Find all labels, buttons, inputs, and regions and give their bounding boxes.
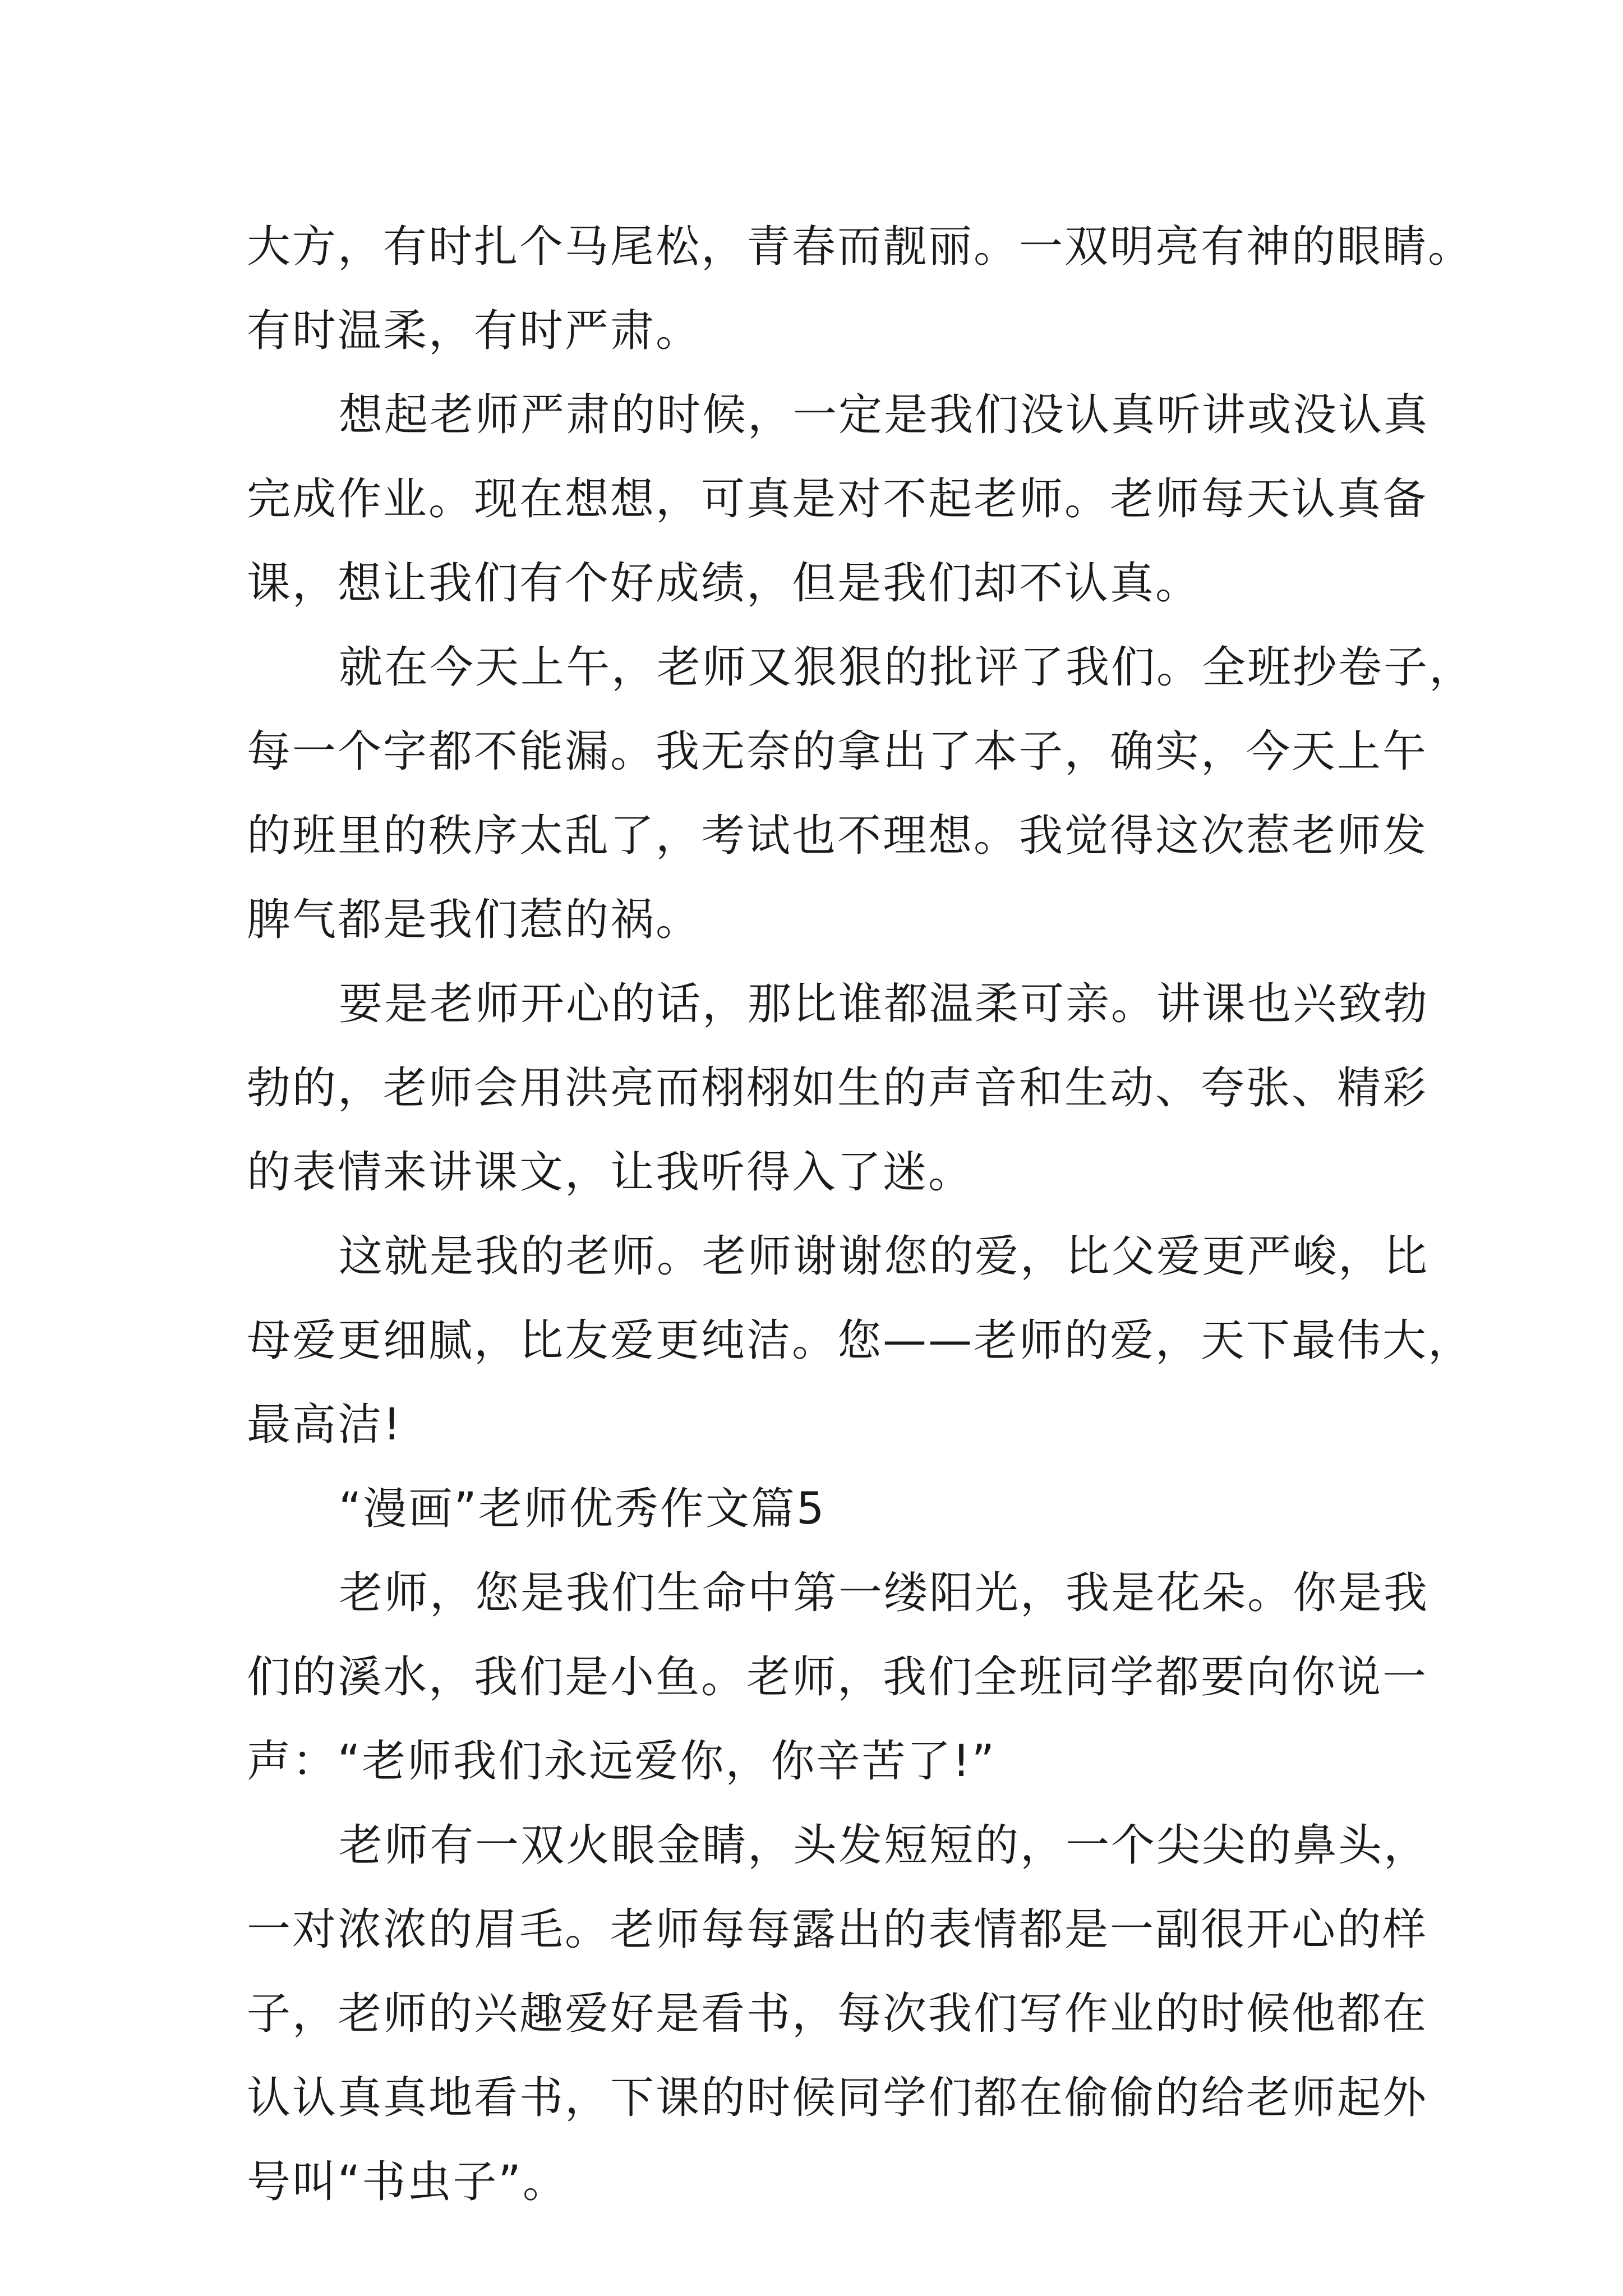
text-line: 完成作业。现在想想，可真是对不起老师。老师每天认真备 — [247, 474, 1428, 524]
text-line: 要是老师开心的话，那比谁都温柔可亲。讲课也兴致勃 — [339, 979, 1430, 1029]
text-line: 的班里的秩序太乱了，考试也不理想。我觉得这次惹老师发 — [247, 811, 1428, 861]
text-line: 母爱更细腻，比友爱更纯洁。您——老师的爱，天下最伟大， — [247, 1315, 1474, 1366]
text-line: 这就是我的老师。老师谢谢您的爱，比父爱更严峻，比 — [339, 1231, 1430, 1282]
text-line: 想起老师严肃的时候，一定是我们没认真听讲或没认真 — [339, 390, 1430, 440]
text-line: 们的溪水，我们是小鱼。老师，我们全班同学都要向你说一 — [247, 1652, 1428, 1703]
text-line: 脾气都是我们惹的祸。 — [247, 895, 702, 945]
text-line: 有时温柔，有时严肃。 — [247, 306, 702, 356]
text-line: 大方，有时扎个马尾松，青春而靓丽。一双明亮有神的眼睛。 — [247, 222, 1474, 272]
text-line: 的表情来讲课文，让我听得入了迷。 — [247, 1147, 974, 1198]
text-line: 每一个字都不能漏。我无奈的拿出了本子，确实，今天上午 — [247, 726, 1428, 777]
text-line: 子，老师的兴趣爱好是看书，每次我们写作业的时候他都在 — [247, 1989, 1428, 2039]
text-line: 就在今天上午，老师又狠狠的批评了我们。全班抄卷子， — [339, 642, 1475, 693]
text-line: 认认真真地看书，下课的时候同学们都在偷偷的给老师起外 — [247, 2073, 1428, 2123]
text-line: 老师，您是我们生命中第一缕阳光，我是花朵。你是我 — [339, 1568, 1430, 1618]
text-line: 一对浓浓的眉毛。老师每每露出的表情都是一副很开心的样 — [247, 1904, 1428, 1955]
section-heading: “漫画”老师优秀作文篇5 — [339, 1484, 826, 1534]
text-line: 声：“老师我们永远爱你，你辛苦了!” — [247, 1736, 997, 1787]
text-line: 勃的，老师会用洪亮而栩栩如生的声音和生动、夸张、精彩 — [247, 1063, 1428, 1114]
text-line: 号叫“书虫子”。 — [247, 2157, 568, 2207]
text-line: 老师有一双火眼金睛，头发短短的，一个尖尖的鼻头， — [339, 1820, 1430, 1871]
text-line: 课，想让我们有个好成绩，但是我们却不认真。 — [247, 558, 1201, 609]
text-line: 最高洁! — [247, 1400, 403, 1450]
